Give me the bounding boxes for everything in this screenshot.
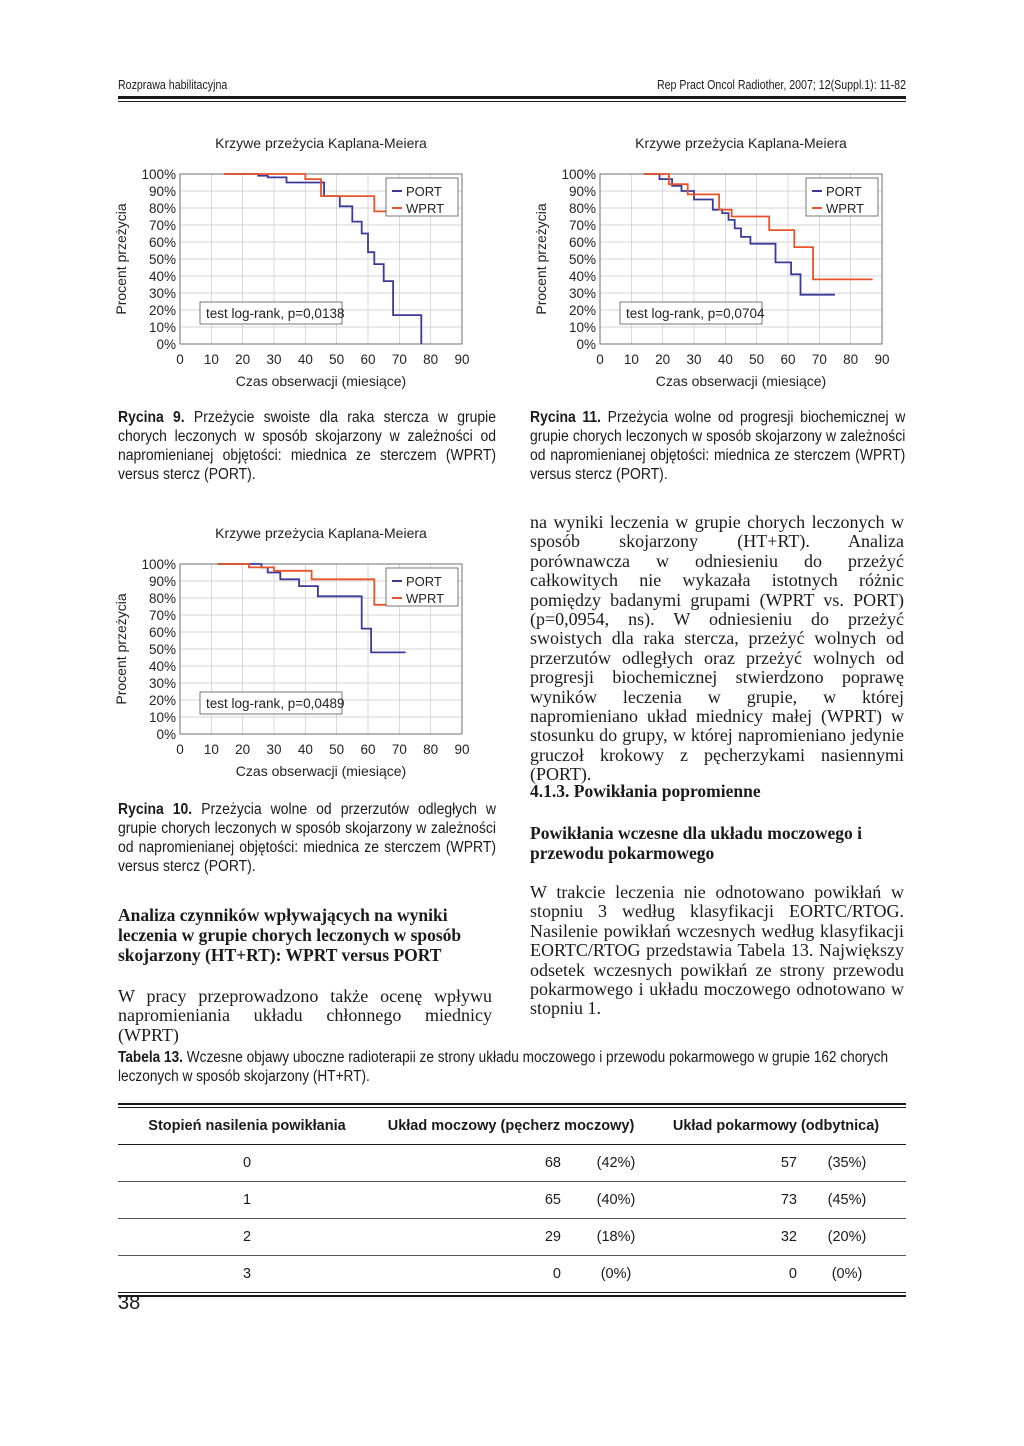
x-tick-label: 10 bbox=[203, 352, 219, 367]
x-tick-label: 40 bbox=[297, 742, 313, 757]
y-tick-label: 90% bbox=[148, 184, 176, 199]
y-axis-label: Procent przeżycia bbox=[113, 203, 129, 315]
legend-label: PORT bbox=[406, 184, 442, 199]
x-tick-label: 50 bbox=[329, 742, 345, 757]
table-13 bbox=[118, 1103, 906, 1297]
table-13-label: Tabela 13. bbox=[118, 1049, 183, 1066]
figure-11-caption bbox=[530, 408, 905, 484]
y-tick-label: 60% bbox=[148, 625, 176, 640]
y-tick-label: 20% bbox=[148, 303, 176, 318]
right-paragraph-2: W trakcie leczenia nie odnotowano powikłań w stopniu 3 według klasyfikacji EORTC/RTOG. Nasilenie powikłań wczesnych według klasyfikacji EORTC/RTOG przedstawia Tabela 13. Największy odsetek wczesnych powikłań ze strony przewodu pokarmowego i układu moczowego odnotowano w stopniu 1. bbox=[530, 882, 904, 1019]
annotation-text: test log-rank, p=0,0489 bbox=[206, 696, 345, 711]
y-tick-label: 30% bbox=[148, 676, 176, 691]
y-tick-label: 50% bbox=[148, 642, 176, 657]
figure-11-chart bbox=[528, 128, 913, 398]
urinary-percent: (42%) bbox=[596, 1155, 636, 1171]
gi-percent: (45%) bbox=[827, 1192, 867, 1208]
table-header-urinary: Układ moczowy (pęcherz moczowy) bbox=[387, 1118, 635, 1134]
y-tick-label: 60% bbox=[568, 235, 596, 250]
table-header-grade: Stopień nasilenia powikłania bbox=[148, 1118, 346, 1134]
y-tick-label: 70% bbox=[568, 218, 596, 233]
x-tick-label: 30 bbox=[266, 742, 282, 757]
page-number: 38 bbox=[118, 1292, 141, 1314]
running-header-right: Rep Pract Oncol Radiother, 2007; 12(Suppl.1): 11-82 bbox=[656, 78, 906, 92]
table-bottom-rule-thick bbox=[118, 1295, 906, 1297]
figure-11-text: Przeżycia wolne od progresji biochemicznej w grupie chorych leczonych w sposób skojarzony w zależności od napromienianej objętości: miednica ze sterczem (WPRT) versus stercz (PORT). bbox=[530, 409, 906, 483]
y-tick-label: 100% bbox=[561, 167, 596, 182]
urinary-count: 65 bbox=[544, 1192, 561, 1208]
x-tick-label: 0 bbox=[596, 352, 604, 367]
x-tick-label: 60 bbox=[780, 352, 796, 367]
chart-title: Krzywe przeżycia Kaplana-Meiera bbox=[215, 525, 427, 541]
x-tick-label: 90 bbox=[454, 352, 470, 367]
urinary-percent: (0%) bbox=[600, 1266, 632, 1282]
y-tick-label: 20% bbox=[148, 693, 176, 708]
x-tick-label: 30 bbox=[266, 352, 282, 367]
x-tick-label: 0 bbox=[176, 742, 184, 757]
y-tick-label: 40% bbox=[148, 659, 176, 674]
figure-11-label: Rycina 11. bbox=[530, 409, 602, 426]
y-tick-label: 80% bbox=[148, 591, 176, 606]
analysis-heading: Analiza czynników wpływających na wyniki leczenia w grupie chorych leczonych w sposób skojarzony (HT+RT): WPRT versus PORT bbox=[118, 905, 462, 965]
annotation-text: test log-rank, p=0,0704 bbox=[626, 306, 765, 321]
x-tick-label: 0 bbox=[176, 352, 184, 367]
table-13-caption-text: Wczesne objawy uboczne radioterapii ze strony układu moczowego i przewodu pokarmowego w grupie 162 chorych leczonych w sposób skojarzony (HT+RT). bbox=[118, 1049, 889, 1085]
x-tick-label: 70 bbox=[391, 742, 407, 757]
x-tick-label: 80 bbox=[423, 352, 439, 367]
y-tick-label: 80% bbox=[148, 201, 176, 216]
x-tick-label: 60 bbox=[360, 352, 376, 367]
x-tick-label: 90 bbox=[454, 742, 470, 757]
x-tick-label: 70 bbox=[811, 352, 827, 367]
y-tick-label: 70% bbox=[148, 608, 176, 623]
figure-9-text: Przeżycie swoiste dla raka stercza w grupie chorych leczonych w sposób skojarzony w zależności od napromienianej objętości: miednica ze sterczem (WPRT) versus stercz (PORT). bbox=[118, 409, 496, 483]
gi-percent: (35%) bbox=[827, 1155, 867, 1171]
x-axis-label: Czas obserwacji (miesiące) bbox=[655, 373, 827, 389]
x-tick-label: 80 bbox=[423, 742, 439, 757]
x-tick-label: 40 bbox=[297, 352, 313, 367]
x-tick-label: 90 bbox=[874, 352, 890, 367]
urinary-count: 0 bbox=[552, 1266, 561, 1282]
grade-cell: 0 bbox=[242, 1155, 252, 1171]
y-tick-label: 20% bbox=[568, 303, 596, 318]
header-rule-thin bbox=[118, 101, 906, 102]
x-tick-label: 10 bbox=[203, 742, 219, 757]
table-body bbox=[118, 1145, 906, 1292]
x-tick-label: 50 bbox=[329, 352, 345, 367]
legend-label: PORT bbox=[406, 574, 442, 589]
table-row bbox=[118, 1218, 906, 1255]
chart-title: Krzywe przeżycia Kaplana-Meiera bbox=[215, 135, 427, 151]
y-tick-label: 80% bbox=[568, 201, 596, 216]
y-tick-label: 0% bbox=[576, 337, 596, 352]
y-tick-label: 10% bbox=[568, 320, 596, 335]
urinary-percent: (40%) bbox=[596, 1192, 636, 1208]
table-row bbox=[118, 1255, 906, 1292]
y-tick-label: 70% bbox=[148, 218, 176, 233]
y-tick-label: 100% bbox=[141, 557, 176, 572]
chart-title: Krzywe przeżycia Kaplana-Meiera bbox=[635, 135, 847, 151]
figure-10-label: Rycina 10. bbox=[118, 801, 193, 818]
grade-cell: 3 bbox=[242, 1266, 252, 1282]
y-tick-label: 40% bbox=[568, 269, 596, 284]
x-tick-label: 80 bbox=[843, 352, 859, 367]
legend-label: PORT bbox=[826, 184, 862, 199]
y-tick-label: 90% bbox=[148, 574, 176, 589]
x-tick-label: 20 bbox=[235, 742, 251, 757]
legend-label: WPRT bbox=[826, 201, 865, 216]
gi-count: 57 bbox=[780, 1155, 797, 1171]
table-13-caption bbox=[118, 1048, 901, 1086]
running-header-left: Rozprawa habilitacyjna bbox=[118, 78, 228, 92]
y-tick-label: 90% bbox=[568, 184, 596, 199]
y-tick-label: 30% bbox=[148, 286, 176, 301]
x-tick-label: 20 bbox=[235, 352, 251, 367]
x-tick-label: 40 bbox=[717, 352, 733, 367]
gi-percent: (0%) bbox=[831, 1266, 863, 1282]
urinary-count: 29 bbox=[544, 1229, 561, 1245]
y-tick-label: 10% bbox=[148, 320, 176, 335]
y-tick-label: 0% bbox=[156, 337, 176, 352]
y-tick-label: 50% bbox=[148, 252, 176, 267]
gi-percent: (20%) bbox=[827, 1229, 867, 1245]
x-tick-label: 10 bbox=[623, 352, 639, 367]
x-axis-label: Czas obserwacji (miesiące) bbox=[235, 763, 407, 779]
urinary-percent: (18%) bbox=[596, 1229, 636, 1245]
subsection-heading: Powikłania wczesne dla układu moczowego i przewodu pokarmowego bbox=[530, 823, 863, 863]
figure-9-label: Rycina 9. bbox=[118, 409, 185, 426]
grade-cell: 2 bbox=[242, 1229, 252, 1245]
section-heading: 4.1.3. Powikłania popromienne bbox=[530, 781, 761, 801]
y-tick-label: 50% bbox=[568, 252, 596, 267]
x-axis-label: Czas obserwacji (miesiące) bbox=[235, 373, 407, 389]
x-tick-label: 20 bbox=[655, 352, 671, 367]
right-paragraph-1: na wyniki leczenia w grupie chorych leczonych w sposób skojarzony (HT+RT). Analiza porównawcza w odniesieniu do przeżyć całkowitych nie wykazała istotnych różnic pomiędzy badanymi grupami (WPRT vs. PORT) (p=0,0954, ns). W odniesieniu do przeżyć swoistych dla raka stercza, przeżyć wolnych od przerzutów odległych oraz przeżyć wolnych od progresji biochemicznej stwierdzono poprawę wyników leczenia w grupie, w której napromieniano układ miednicy małej (WPRT) w stosunku do grupy, w której napromieniano jedynie gruczoł krokowy z pęcherzykami nasiennymi (PORT). bbox=[530, 512, 904, 785]
figure-10-text: Przeżycia wolne od przerzutów odległych w grupie chorych leczonych w sposób skojarzony w zależności od napromienianej objętości: miednica ze sterczem (WPRT) versus stercz (PORT). bbox=[118, 801, 496, 875]
y-axis-label: Procent przeżycia bbox=[533, 203, 549, 315]
grade-cell: 1 bbox=[242, 1192, 252, 1208]
urinary-count: 68 bbox=[544, 1155, 561, 1171]
gi-count: 73 bbox=[780, 1192, 797, 1208]
legend-label: WPRT bbox=[406, 591, 445, 606]
gi-count: 32 bbox=[780, 1229, 797, 1245]
table-row bbox=[118, 1145, 906, 1181]
figure-9-caption bbox=[118, 408, 496, 484]
left-paragraph: W pracy przeprowadzono także ocenę wpływu napromieniania układu chłonnego miednicy (WPRT) bbox=[118, 986, 492, 1045]
x-tick-label: 50 bbox=[749, 352, 765, 367]
y-tick-label: 100% bbox=[141, 167, 176, 182]
y-tick-label: 40% bbox=[148, 269, 176, 284]
table-row bbox=[118, 1181, 906, 1218]
x-tick-label: 70 bbox=[391, 352, 407, 367]
figure-10-chart bbox=[108, 518, 503, 788]
figure-10-caption bbox=[118, 800, 496, 876]
table-header-gi: Układ pokarmowy (odbytnica) bbox=[672, 1118, 880, 1134]
y-tick-label: 0% bbox=[156, 727, 176, 742]
header-rule bbox=[118, 96, 906, 99]
x-tick-label: 30 bbox=[686, 352, 702, 367]
table-header-row bbox=[118, 1108, 906, 1144]
y-axis-label: Procent przeżycia bbox=[113, 593, 129, 705]
annotation-text: test log-rank, p=0,0138 bbox=[206, 306, 345, 321]
legend-label: WPRT bbox=[406, 201, 445, 216]
y-tick-label: 60% bbox=[148, 235, 176, 250]
y-tick-label: 30% bbox=[568, 286, 596, 301]
figure-9-chart bbox=[108, 128, 493, 398]
gi-count: 0 bbox=[788, 1266, 797, 1282]
x-tick-label: 60 bbox=[360, 742, 376, 757]
y-tick-label: 10% bbox=[148, 710, 176, 725]
